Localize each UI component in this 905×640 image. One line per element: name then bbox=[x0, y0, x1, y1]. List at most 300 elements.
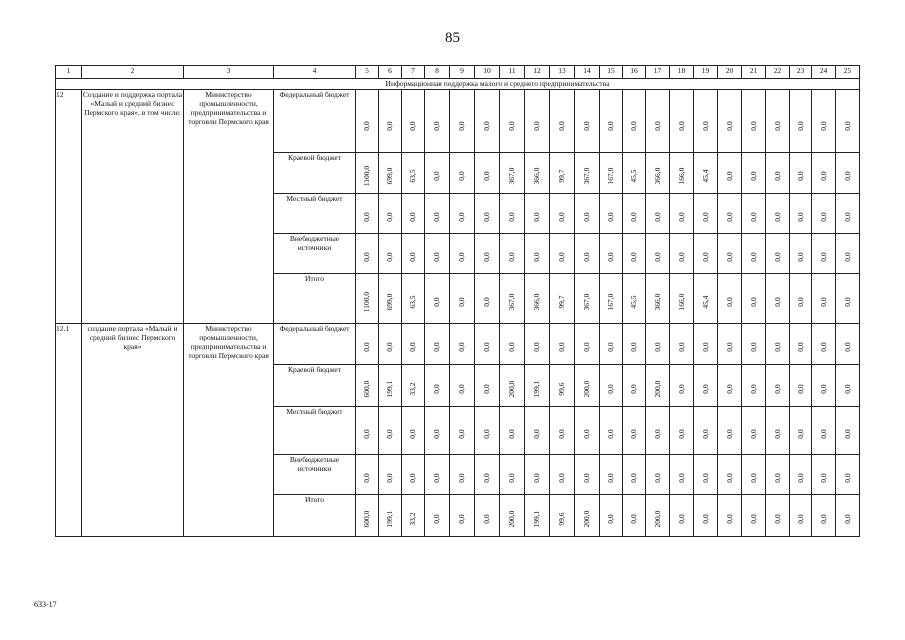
value-cell bbox=[600, 365, 623, 407]
value-cell bbox=[694, 407, 718, 455]
value: 0,0 bbox=[842, 429, 852, 439]
value-cell bbox=[475, 90, 500, 153]
value-cell bbox=[670, 153, 694, 194]
value-cell bbox=[575, 407, 600, 455]
value: 0,0 bbox=[748, 121, 758, 131]
value-cell bbox=[450, 365, 475, 407]
value: 0,0 bbox=[772, 121, 782, 131]
value: 0,0 bbox=[457, 171, 466, 181]
value-cell bbox=[718, 365, 742, 407]
value: 0,0 bbox=[700, 121, 710, 131]
value-cell bbox=[500, 90, 525, 153]
value: 0,0 bbox=[606, 514, 615, 524]
value: 0,0 bbox=[507, 429, 516, 439]
value: 200,0 bbox=[582, 510, 591, 528]
value: 200,0 bbox=[652, 380, 662, 398]
value: 0,0 bbox=[818, 251, 828, 262]
value-cell bbox=[525, 365, 550, 407]
value: 0,0 bbox=[724, 251, 734, 262]
value-cell bbox=[718, 274, 742, 324]
value-cell bbox=[790, 153, 812, 194]
value-cell bbox=[402, 153, 425, 194]
value-cell bbox=[670, 365, 694, 407]
value-cell bbox=[694, 324, 718, 365]
value: 0,0 bbox=[532, 211, 541, 222]
value: 0,0 bbox=[432, 342, 441, 352]
value-cell bbox=[450, 495, 475, 537]
value: 0,0 bbox=[748, 514, 758, 524]
value: 0,0 bbox=[408, 342, 417, 352]
value-cell bbox=[550, 495, 575, 537]
value-cell bbox=[670, 324, 694, 365]
value-cell bbox=[500, 495, 525, 537]
column-number: 20 bbox=[718, 66, 742, 79]
value-cell bbox=[356, 455, 379, 495]
value-cell bbox=[718, 234, 742, 274]
value: 0,0 bbox=[507, 211, 516, 222]
value-cell bbox=[500, 194, 525, 234]
value-cell bbox=[356, 365, 379, 407]
value-cell bbox=[670, 194, 694, 234]
value: 0,0 bbox=[842, 251, 852, 262]
value: 1100,0 bbox=[362, 292, 371, 313]
value-cell bbox=[550, 455, 575, 495]
funding-source: Краевой бюджет bbox=[274, 153, 356, 194]
value: 166,0 bbox=[676, 167, 686, 185]
column-number: 3 bbox=[184, 66, 274, 79]
value: 366,0 bbox=[532, 293, 541, 311]
value: 0,0 bbox=[652, 429, 662, 439]
value-cell bbox=[402, 274, 425, 324]
responsible-organization: Министерство промышленности, предпринимательства и торговли Пермского края bbox=[184, 324, 274, 537]
value-cell bbox=[670, 274, 694, 324]
value: 0,0 bbox=[629, 251, 638, 262]
value-cell bbox=[425, 153, 450, 194]
value-cell bbox=[575, 90, 600, 153]
responsible-organization: Министерство промышленности, предпринимательства и торговли Пермского края bbox=[184, 90, 274, 324]
value-cell bbox=[550, 274, 575, 324]
value: 0,0 bbox=[457, 342, 466, 352]
value-cell bbox=[550, 194, 575, 234]
value: 0,0 bbox=[795, 472, 805, 483]
value-cell bbox=[790, 90, 812, 153]
value-cell bbox=[646, 365, 670, 407]
value: 0,0 bbox=[818, 211, 828, 222]
value-cell bbox=[379, 274, 402, 324]
value: 0,0 bbox=[818, 171, 828, 181]
value-cell bbox=[600, 274, 623, 324]
value: 0,0 bbox=[582, 251, 591, 262]
value-cell bbox=[402, 90, 425, 153]
page-number: 85 bbox=[445, 30, 460, 46]
funding-source: Краевой бюджет bbox=[274, 365, 356, 407]
value: 200,0 bbox=[507, 510, 516, 528]
value-cell bbox=[766, 365, 790, 407]
value: 0,0 bbox=[629, 384, 638, 394]
value: 99,7 bbox=[557, 169, 566, 183]
value: 0,0 bbox=[385, 211, 394, 222]
value: 0,0 bbox=[652, 211, 662, 222]
value: 0,0 bbox=[362, 429, 371, 439]
value: 367,0 bbox=[507, 167, 516, 185]
value-cell bbox=[766, 274, 790, 324]
value-cell bbox=[600, 407, 623, 455]
value: 0,0 bbox=[385, 472, 394, 483]
value: 0,0 bbox=[842, 472, 852, 483]
value-cell bbox=[694, 455, 718, 495]
value-cell bbox=[742, 495, 766, 537]
value-cell bbox=[475, 495, 500, 537]
value: 0,0 bbox=[676, 472, 686, 483]
value-cell bbox=[812, 153, 836, 194]
value: 0,0 bbox=[457, 121, 466, 131]
value-cell bbox=[812, 407, 836, 455]
column-number: 23 bbox=[790, 66, 812, 79]
value: 199,1 bbox=[385, 380, 394, 398]
value: 0,0 bbox=[676, 211, 686, 222]
value-cell bbox=[694, 365, 718, 407]
value-cell bbox=[425, 365, 450, 407]
value-cell bbox=[790, 407, 812, 455]
value: 699,0 bbox=[385, 293, 394, 311]
value: 0,0 bbox=[724, 342, 734, 352]
value-cell bbox=[766, 495, 790, 537]
value-cell bbox=[623, 194, 646, 234]
value-cell bbox=[356, 153, 379, 194]
value: 0,0 bbox=[795, 342, 805, 352]
value: 0,0 bbox=[724, 514, 734, 524]
value-cell bbox=[718, 90, 742, 153]
value: 0,0 bbox=[457, 429, 466, 439]
column-number: 2 bbox=[82, 66, 184, 79]
value: 0,0 bbox=[842, 171, 852, 181]
value: 0,0 bbox=[700, 429, 710, 439]
value: 0,0 bbox=[748, 251, 758, 262]
value-cell bbox=[646, 495, 670, 537]
value: 0,0 bbox=[676, 342, 686, 352]
value: 0,0 bbox=[606, 211, 615, 222]
value: 0,0 bbox=[507, 121, 516, 131]
value-cell bbox=[812, 365, 836, 407]
value-cell bbox=[379, 495, 402, 537]
value: 0,0 bbox=[557, 211, 566, 222]
column-number-row bbox=[56, 66, 860, 79]
value: 0,0 bbox=[842, 384, 852, 394]
value: 0,0 bbox=[700, 251, 710, 262]
value: 0,0 bbox=[457, 384, 466, 394]
value-cell bbox=[694, 90, 718, 153]
value-cell bbox=[646, 90, 670, 153]
value-cell bbox=[500, 324, 525, 365]
value: 0,0 bbox=[507, 251, 516, 262]
column-number: 8 bbox=[425, 66, 450, 79]
value: 0,0 bbox=[772, 342, 782, 352]
value-cell bbox=[450, 234, 475, 274]
value-cell bbox=[790, 234, 812, 274]
value: 0,0 bbox=[652, 121, 662, 131]
value-cell bbox=[646, 324, 670, 365]
column-number: 9 bbox=[450, 66, 475, 79]
value: 0,0 bbox=[772, 429, 782, 439]
value-cell bbox=[742, 153, 766, 194]
column-number: 11 bbox=[500, 66, 525, 79]
value: 0,0 bbox=[457, 251, 466, 262]
value: 0,0 bbox=[385, 121, 394, 131]
value-cell bbox=[742, 407, 766, 455]
value: 0,0 bbox=[582, 429, 591, 439]
value: 0,0 bbox=[457, 297, 466, 308]
value-cell bbox=[600, 153, 623, 194]
value-cell bbox=[812, 90, 836, 153]
value-cell bbox=[646, 274, 670, 324]
value: 0,0 bbox=[432, 472, 441, 483]
value: 200,0 bbox=[652, 510, 662, 528]
value: 99,6 bbox=[557, 382, 566, 396]
value: 0,0 bbox=[818, 121, 828, 131]
value: 0,0 bbox=[557, 121, 566, 131]
value-cell bbox=[575, 153, 600, 194]
value: 33,2 bbox=[408, 382, 417, 396]
value-cell bbox=[475, 365, 500, 407]
value: 0,0 bbox=[676, 251, 686, 262]
value: 0,0 bbox=[482, 472, 491, 483]
value: 166,0 bbox=[676, 293, 686, 311]
value: 0,0 bbox=[629, 429, 638, 439]
column-number: 19 bbox=[694, 66, 718, 79]
value: 0,0 bbox=[700, 342, 710, 352]
value: 0,0 bbox=[606, 384, 615, 394]
value: 99,6 bbox=[557, 512, 566, 526]
value: 0,0 bbox=[582, 472, 591, 483]
value: 0,0 bbox=[362, 472, 371, 483]
value-cell bbox=[402, 495, 425, 537]
value: 0,0 bbox=[795, 514, 805, 524]
value: 0,0 bbox=[748, 429, 758, 439]
value: 0,0 bbox=[408, 211, 417, 222]
table-row bbox=[56, 90, 860, 153]
value: 0,0 bbox=[795, 251, 805, 262]
funding-source: Итого bbox=[274, 274, 356, 324]
value: 0,0 bbox=[772, 384, 782, 394]
value-cell bbox=[766, 455, 790, 495]
value-cell bbox=[525, 274, 550, 324]
value-cell bbox=[500, 455, 525, 495]
value: 0,0 bbox=[772, 211, 782, 222]
value-cell bbox=[836, 365, 860, 407]
value-cell bbox=[402, 324, 425, 365]
funding-source: Федеральный бюджет bbox=[274, 90, 356, 153]
value-cell bbox=[742, 455, 766, 495]
value: 0,0 bbox=[482, 384, 491, 394]
column-number: 13 bbox=[550, 66, 575, 79]
value-cell bbox=[623, 90, 646, 153]
value-cell bbox=[623, 274, 646, 324]
column-number: 21 bbox=[742, 66, 766, 79]
value-cell bbox=[600, 234, 623, 274]
value-cell bbox=[575, 455, 600, 495]
value: 0,0 bbox=[482, 429, 491, 439]
value: 0,0 bbox=[676, 384, 686, 394]
value: 199,1 bbox=[385, 510, 394, 528]
value-cell bbox=[836, 495, 860, 537]
table-row bbox=[56, 324, 860, 365]
value: 200,0 bbox=[507, 380, 516, 398]
value-cell bbox=[836, 274, 860, 324]
value: 0,0 bbox=[606, 472, 615, 483]
value-cell bbox=[356, 90, 379, 153]
value: 0,0 bbox=[457, 211, 466, 222]
row-description: создание портала «Малый и средний бизнес Пермского края» bbox=[82, 324, 184, 537]
value: 0,0 bbox=[629, 514, 638, 524]
value-cell bbox=[356, 324, 379, 365]
value: 0,0 bbox=[724, 121, 734, 131]
value-cell bbox=[525, 324, 550, 365]
value-cell bbox=[475, 407, 500, 455]
value-cell bbox=[623, 407, 646, 455]
value-cell bbox=[550, 90, 575, 153]
value: 0,0 bbox=[724, 429, 734, 439]
value: 0,0 bbox=[748, 297, 758, 308]
value-cell bbox=[425, 407, 450, 455]
value: 0,0 bbox=[432, 514, 441, 524]
value-cell bbox=[790, 365, 812, 407]
value: 0,0 bbox=[482, 251, 491, 262]
value-cell bbox=[836, 194, 860, 234]
document-code: 633-17 bbox=[34, 600, 57, 609]
column-number: 6 bbox=[379, 66, 402, 79]
budget-table bbox=[55, 65, 860, 537]
value: 0,0 bbox=[532, 472, 541, 483]
value-cell bbox=[550, 407, 575, 455]
value: 0,0 bbox=[795, 171, 805, 181]
value: 0,0 bbox=[724, 297, 734, 308]
value-cell bbox=[500, 407, 525, 455]
row-description: Создание и поддержка портала «Малый и средний бизнес Пермского края», в том числе: bbox=[82, 90, 184, 324]
value-cell bbox=[766, 153, 790, 194]
value-cell bbox=[646, 455, 670, 495]
value-cell bbox=[670, 407, 694, 455]
value-cell bbox=[623, 234, 646, 274]
value-cell bbox=[812, 324, 836, 365]
value-cell bbox=[790, 495, 812, 537]
value: 0,0 bbox=[582, 211, 591, 222]
row-number: 12 bbox=[56, 90, 82, 324]
value: 0,0 bbox=[582, 342, 591, 352]
section-title: Информационная поддержка малого и среднего предпринимательства bbox=[56, 79, 860, 90]
value: 0,0 bbox=[532, 429, 541, 439]
column-number: 17 bbox=[646, 66, 670, 79]
value: 0,0 bbox=[748, 171, 758, 181]
value: 0,0 bbox=[507, 472, 516, 483]
value: 0,0 bbox=[457, 514, 466, 524]
value-cell bbox=[694, 274, 718, 324]
value: 0,0 bbox=[457, 472, 466, 483]
value: 200,0 bbox=[582, 380, 591, 398]
value: 0,0 bbox=[385, 251, 394, 262]
value-cell bbox=[718, 153, 742, 194]
value: 0,0 bbox=[482, 171, 491, 181]
value: 0,0 bbox=[818, 384, 828, 394]
value: 0,0 bbox=[432, 429, 441, 439]
value-cell bbox=[836, 90, 860, 153]
value-cell bbox=[500, 274, 525, 324]
value: 0,0 bbox=[842, 211, 852, 222]
value-cell bbox=[836, 455, 860, 495]
value-cell bbox=[525, 495, 550, 537]
value-cell bbox=[450, 153, 475, 194]
value: 0,0 bbox=[482, 342, 491, 352]
value: 0,0 bbox=[772, 171, 782, 181]
value-cell bbox=[500, 153, 525, 194]
value-cell bbox=[475, 324, 500, 365]
value-cell bbox=[379, 407, 402, 455]
value: 0,0 bbox=[408, 429, 417, 439]
value-cell bbox=[718, 324, 742, 365]
value-cell bbox=[812, 495, 836, 537]
value-cell bbox=[379, 365, 402, 407]
value: 366,0 bbox=[652, 167, 662, 185]
value-cell bbox=[450, 194, 475, 234]
value-cell bbox=[812, 455, 836, 495]
value: 0,0 bbox=[772, 297, 782, 308]
value-cell bbox=[742, 234, 766, 274]
value: 0,0 bbox=[724, 171, 734, 181]
value-cell bbox=[550, 324, 575, 365]
value: 0,0 bbox=[652, 251, 662, 262]
row-number: 12.1 bbox=[56, 324, 82, 537]
value: 45,4 bbox=[700, 169, 710, 183]
value-cell bbox=[575, 234, 600, 274]
value-cell bbox=[600, 194, 623, 234]
value: 0,0 bbox=[408, 121, 417, 131]
column-number: 18 bbox=[670, 66, 694, 79]
value: 0,0 bbox=[532, 342, 541, 352]
value-cell bbox=[450, 90, 475, 153]
value-cell bbox=[450, 274, 475, 324]
value: 0,0 bbox=[629, 121, 638, 131]
value: 0,0 bbox=[606, 121, 615, 131]
value-cell bbox=[450, 455, 475, 495]
value-cell bbox=[379, 90, 402, 153]
value-cell bbox=[356, 194, 379, 234]
column-number: 16 bbox=[623, 66, 646, 79]
value: 0,0 bbox=[676, 121, 686, 131]
value: 0,0 bbox=[748, 472, 758, 483]
value-cell bbox=[694, 194, 718, 234]
value-cell bbox=[694, 234, 718, 274]
value: 0,0 bbox=[532, 251, 541, 262]
value: 63,5 bbox=[408, 295, 417, 309]
value-cell bbox=[525, 455, 550, 495]
value-cell bbox=[475, 234, 500, 274]
column-number: 25 bbox=[836, 66, 860, 79]
funding-source: Местный бюджет bbox=[274, 407, 356, 455]
value-cell bbox=[575, 274, 600, 324]
value-cell bbox=[379, 234, 402, 274]
value: 45,4 bbox=[700, 295, 710, 309]
value: 0,0 bbox=[385, 342, 394, 352]
value: 0,0 bbox=[629, 342, 638, 352]
value: 0,0 bbox=[532, 121, 541, 131]
value-cell bbox=[766, 194, 790, 234]
value: 0,0 bbox=[818, 472, 828, 483]
value: 0,0 bbox=[676, 429, 686, 439]
value-cell bbox=[575, 495, 600, 537]
value: 0,0 bbox=[795, 429, 805, 439]
value: 199,1 bbox=[532, 380, 541, 398]
value: 0,0 bbox=[818, 514, 828, 524]
value-cell bbox=[425, 194, 450, 234]
